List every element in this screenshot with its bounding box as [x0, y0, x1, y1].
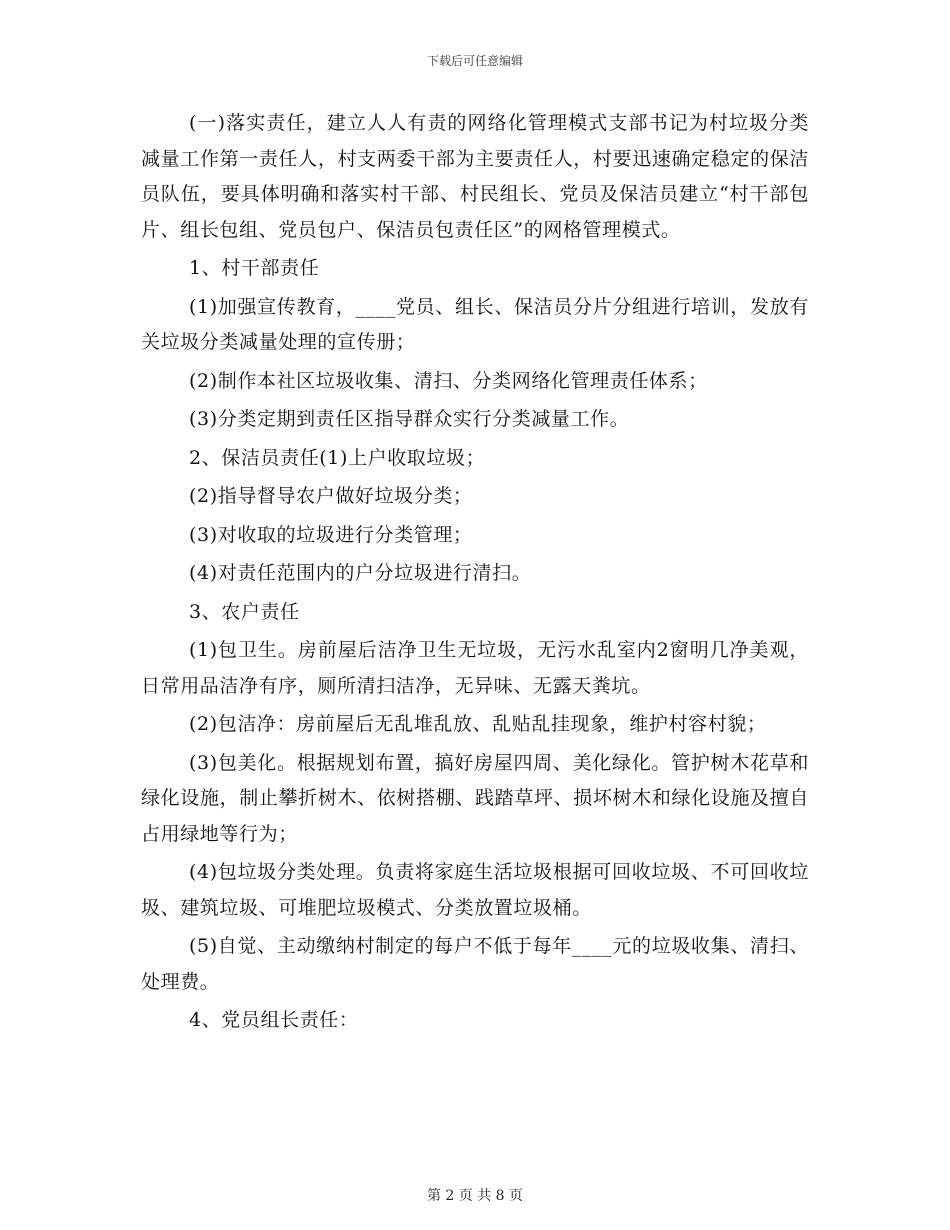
heading-household: 3、农户责任 [189, 600, 300, 623]
list-item: (3)对收取的垃圾进行分类管理； [189, 523, 473, 546]
list-item: (1)加强宣传教育，____党员、组长、保洁员分片分组进行培训，发放有关垃圾分类减量处理的宣传册； [141, 295, 809, 353]
list-item: (2)制作本社区垃圾收集、清扫、分类网络化管理责任体系； [189, 369, 708, 392]
list-item: (1)包卫生。房前屋后洁净卫生无垃圾，无污水乱室内2窗明几净美观，日常用品洁净有序，厕所清扫洁净，无异味、无露天粪坑。 [141, 639, 809, 697]
heading-village-cadre: 1、村干部责任 [189, 257, 320, 279]
list-item: (2)包洁净：房前屋后无乱堆乱放、乱贴乱挂现象，维护村容村貌； [189, 713, 767, 735]
page-header: 下载后可任意编辑 [426, 54, 523, 68]
list-item: (3)包美化。根据规划布置，搞好房屋四周、美化绿化。管护树木花草和绿化设施，制止攀折树木、依树搭棚、践踏草坪、损坏树木和绿化设施及擅自占用绿地等行为； [141, 751, 809, 845]
heading-party-member: 4、党员组长责任： [189, 1009, 359, 1031]
list-item: (3)分类定期到责任区指导群众实行分类减量工作。 [189, 408, 630, 430]
heading-cleaner: 2、保洁员责任(1)上户收取垃圾； [189, 446, 486, 469]
paragraph-responsibility-intro: (一)落实责任，建立人人有责的网络化管理模式支部书记为村垃圾分类减量工作第一责任人，村支两委干部为主要责任人，村要迅速确定稳定的保洁员队伍，要具体明确和落实村干部、村民组长、党员及保洁员建立“村干部包片、组长包组、党员包户、保洁员包责任区”的网格管理模式。 [141, 112, 809, 241]
list-item: (4)包垃圾分类处理。负责将家庭生活垃圾根据可回收垃圾、不可回收垃圾、建筑垃圾、可堆肥垃圾模式、分类放置垃圾桶。 [141, 861, 809, 919]
document-body [141, 106, 809, 1042]
list-item: (4)对责任范围内的户分垃圾进行清扫。 [189, 562, 532, 584]
list-item: (2)指导督导农户做好垃圾分类； [189, 485, 473, 507]
page-footer: 第 2 页 共 8 页 [426, 1188, 524, 1204]
list-item: (5)自觉、主动缴纳村制定的每户不低于每年____元的垃圾收集、清扫、处理费。 [141, 935, 809, 993]
